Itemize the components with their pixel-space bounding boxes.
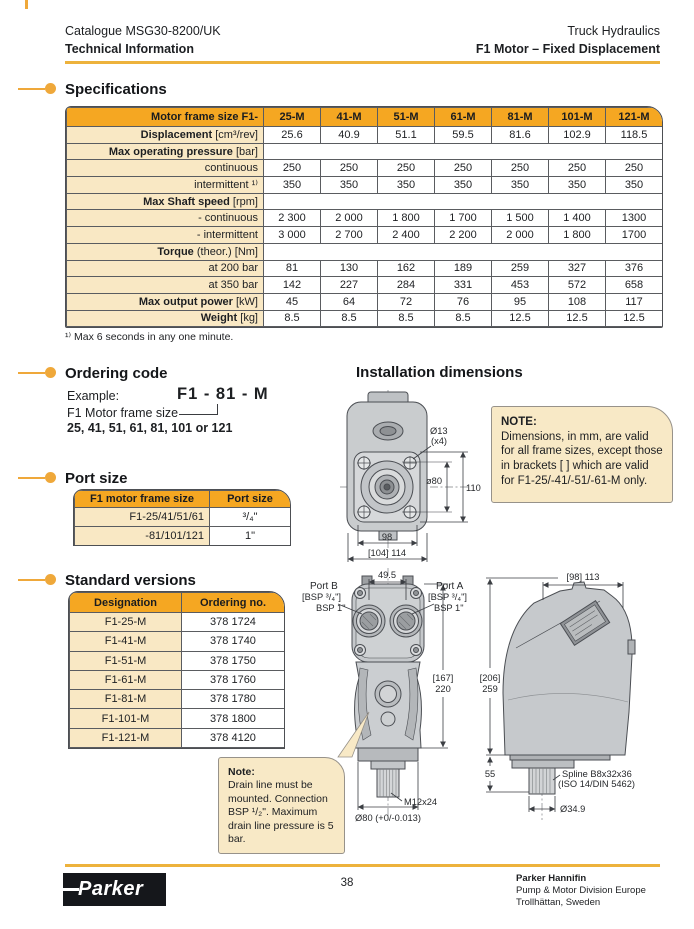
table-row (67, 160, 663, 177)
row-label: at 350 bar (208, 279, 258, 292)
value-cell: 108 (549, 293, 606, 310)
value-cell: 453 (492, 277, 549, 294)
column-header: Ordering no. (182, 593, 285, 613)
table-row (67, 260, 663, 277)
page-title: F1 Motor – Fixed Displacement (475, 41, 660, 56)
dim-shaft-diameter: Ø34.9 (560, 804, 586, 814)
company-division: Pump & Motor Division Europe (516, 884, 646, 896)
value-cell: 51.1 (378, 127, 435, 144)
table-row (70, 670, 285, 689)
ordering-number-cell: 378 1750 (182, 651, 285, 670)
dim-bolt-count: (x4) (431, 436, 448, 446)
ordering-code-heading: Ordering code (65, 365, 168, 382)
note-body: Dimensions, in mm, are valid for all frame sizes, except those in brackets [ ] which are valid for F1-25/-41/-51/-61-M only. (501, 430, 663, 487)
section-spacer-cell (264, 193, 663, 210)
ordering-number-cell: 378 1740 (182, 632, 285, 651)
standard-versions-heading: Standard versions (65, 572, 196, 589)
value-cell: 162 (378, 260, 435, 277)
column-header-label: Motor frame size F1- (67, 108, 264, 127)
section-bullet-icon (45, 574, 56, 585)
dim-side-width: [98] 113 (566, 572, 600, 582)
port-a-bsp34: [BSP ³/₄"] (428, 592, 467, 602)
row-unit: [rpm] (229, 195, 258, 208)
table-footnote: ¹⁾ Max 6 seconds in any one minute. (65, 331, 234, 343)
value-cell: 1 700 (435, 210, 492, 227)
specifications-table (65, 106, 663, 328)
table-row (67, 227, 663, 244)
value-cell: 76 (435, 293, 492, 310)
dim-bolt-circle: Ø13 (430, 426, 448, 436)
table-row (67, 310, 663, 327)
frame-size-cell: -81/101/121 (75, 527, 210, 546)
value-cell: 350 (549, 177, 606, 194)
example-label: Example: (67, 389, 120, 403)
row-label: Max output power (138, 295, 233, 308)
row-label: at 200 bar (208, 262, 258, 275)
value-cell: 1700 (606, 227, 663, 244)
value-cell: 250 (435, 160, 492, 177)
dim-total-height-bracket: [206] (479, 673, 501, 683)
dim-bolt-spacing: 98 (381, 532, 393, 542)
value-cell: 40.9 (321, 127, 378, 144)
row-label: Max operating pressure (108, 145, 233, 158)
row-label: - intermittent (196, 228, 258, 241)
value-cell: 250 (321, 160, 378, 177)
value-cell: 2 000 (492, 227, 549, 244)
value-cell: 12.5 (549, 310, 606, 327)
dim-body-width: [104] 114 (367, 548, 407, 558)
port-a-label: Port A (436, 581, 464, 592)
value-cell: 376 (606, 260, 663, 277)
value-cell: 2 000 (321, 210, 378, 227)
company-name: Parker Hannifin (516, 873, 587, 884)
section-leader-line (18, 477, 45, 479)
value-cell: 64 (321, 293, 378, 310)
table-header-row (67, 108, 663, 127)
value-cell: 1 800 (378, 210, 435, 227)
dim-height-bracket: [167] (432, 673, 454, 683)
value-cell: 259 (492, 260, 549, 277)
pointer-tick (217, 404, 218, 415)
value-cell: 350 (435, 177, 492, 194)
ordering-number-cell: 378 1780 (182, 690, 285, 709)
value-cell: 8.5 (321, 310, 378, 327)
drain-note-box (218, 757, 345, 854)
port-size-cell: ³/₄" (210, 508, 291, 527)
ordering-number-cell: 378 1800 (182, 709, 285, 728)
value-cell: 59.5 (435, 127, 492, 144)
installation-heading: Installation dimensions (356, 364, 523, 381)
value-cell: 45 (264, 293, 321, 310)
designation-cell: F1-121-M (70, 728, 182, 747)
value-cell: 1 500 (492, 210, 549, 227)
note-title: Note: (228, 766, 255, 778)
footer-rule (65, 864, 660, 867)
value-cell: 2 400 (378, 227, 435, 244)
table-row (67, 193, 663, 210)
row-label-cell (67, 127, 264, 144)
pointer-line (179, 414, 218, 415)
spline-spec-line2: (ISO 14/DIN 5462) (558, 779, 635, 789)
table-row (70, 709, 285, 728)
row-label: Max Shaft speed (143, 195, 230, 208)
row-label-cell (67, 293, 264, 310)
table-row (67, 177, 663, 194)
table-header-row (75, 491, 291, 508)
footer-company-block (516, 873, 646, 909)
table-row (67, 210, 663, 227)
row-label-cell (67, 277, 264, 294)
column-header-frame-size: 25-M (264, 108, 321, 127)
table-row (75, 508, 291, 527)
value-cell: 81 (264, 260, 321, 277)
note-title: NOTE: (501, 416, 537, 428)
section-leader-line (18, 88, 45, 90)
designation-cell: F1-25-M (70, 613, 182, 632)
row-label-cell (67, 243, 264, 260)
table-row (75, 527, 291, 546)
table-row (67, 293, 663, 310)
value-cell: 102.9 (549, 127, 606, 144)
value-cell: 2 200 (435, 227, 492, 244)
row-label-cell (67, 260, 264, 277)
dim-height: 220 (435, 684, 451, 694)
value-cell: 227 (321, 277, 378, 294)
section-leader-line (18, 579, 45, 581)
row-label-cell (67, 177, 264, 194)
value-cell: 350 (378, 177, 435, 194)
product-family: Truck Hydraulics (567, 24, 660, 38)
port-a-bsp1: BSP 1" (434, 603, 464, 613)
row-label: Displacement (140, 128, 213, 141)
port-b-bsp34: [BSP ³/₄"] (302, 592, 341, 602)
row-unit: (theor.) [Nm] (193, 245, 258, 258)
value-cell: 189 (435, 260, 492, 277)
row-label: Weight (200, 312, 238, 325)
port-size-heading: Port size (65, 470, 128, 487)
value-cell: 331 (435, 277, 492, 294)
section-bullet-icon (45, 472, 56, 483)
value-cell: 72 (378, 293, 435, 310)
row-label-cell (67, 210, 264, 227)
value-cell: 142 (264, 277, 321, 294)
column-header-frame-size: 101-M (549, 108, 606, 127)
row-label-cell (67, 143, 264, 160)
value-cell: 284 (378, 277, 435, 294)
designation-cell: F1-81-M (70, 690, 182, 709)
table-row (70, 690, 285, 709)
parker-logo-text: Parker (78, 878, 144, 900)
value-cell: 25.6 (264, 127, 321, 144)
row-unit: [cm³/rev] (212, 128, 258, 141)
standard-versions-table (68, 591, 285, 749)
table-row (67, 277, 663, 294)
value-cell: 2 300 (264, 210, 321, 227)
table-row (67, 127, 663, 144)
designation-cell: F1-51-M (70, 651, 182, 670)
dim-total-height: 259 (482, 684, 498, 694)
value-cell: 658 (606, 277, 663, 294)
ordering-number-cell: 378 4120 (182, 728, 285, 747)
table-row (70, 728, 285, 747)
section-leader-line (18, 372, 45, 374)
value-cell: 95 (492, 293, 549, 310)
section-spacer-cell (264, 143, 663, 160)
value-cell: 250 (606, 160, 663, 177)
example-code: F1 - 81 - M (177, 385, 269, 403)
dim-pilot-diameter: ø80 (426, 476, 443, 486)
value-cell: 250 (264, 160, 321, 177)
value-cell: 572 (549, 277, 606, 294)
dimensions-note-box (491, 406, 673, 503)
row-label-cell (67, 193, 264, 210)
value-cell: 1300 (606, 210, 663, 227)
designation-cell: F1-41-M (70, 632, 182, 651)
table-row (67, 143, 663, 160)
column-header-frame-size: 121-M (606, 108, 663, 127)
value-cell: 250 (549, 160, 606, 177)
row-unit: [kW] (232, 295, 258, 308)
row-unit: [kg] (237, 312, 258, 325)
section-bullet-icon (45, 367, 56, 378)
value-cell: 1 400 (549, 210, 606, 227)
column-header-frame-size: 81-M (492, 108, 549, 127)
column-header: F1 motor frame size (75, 491, 210, 508)
section-spacer-cell (264, 243, 663, 260)
row-label-cell (67, 160, 264, 177)
value-cell: 2 700 (321, 227, 378, 244)
ordering-number-cell: 378 1760 (182, 670, 285, 689)
value-cell: 12.5 (606, 310, 663, 327)
row-label: Torque (157, 245, 194, 258)
frame-size-pointer-label: F1 Motor frame size (67, 406, 179, 420)
table-row (70, 632, 285, 651)
port-size-cell: 1" (210, 527, 291, 546)
catalogue-id: Catalogue MSG30-8200/UK (65, 24, 221, 38)
note-body: Drain line must be mounted. Connection BSP ¹/₂". Maximum drain line pressure is 5 bar. (228, 779, 334, 846)
value-cell: 8.5 (435, 310, 492, 327)
column-header-frame-size: 41-M (321, 108, 378, 127)
registration-tick (25, 0, 28, 9)
value-cell: 12.5 (492, 310, 549, 327)
company-location: Trollhättan, Sweden (516, 896, 601, 908)
ordering-number-cell: 378 1724 (182, 613, 285, 632)
dim-port-spacing: 49.5 (377, 570, 397, 580)
table-row (67, 243, 663, 260)
dim-shaft-thread: M12x24 (404, 797, 438, 807)
header-rule (65, 61, 660, 64)
front-view-drawing (340, 390, 470, 552)
value-cell: 350 (264, 177, 321, 194)
page-number: 38 (340, 877, 354, 889)
row-unit: [bar] (232, 145, 258, 158)
table-row (70, 613, 285, 632)
value-cell: 118.5 (606, 127, 663, 144)
header-right (476, 23, 660, 58)
value-cell: 8.5 (264, 310, 321, 327)
table-header-row (70, 593, 285, 613)
port-size-table (73, 489, 291, 546)
column-header-frame-size: 51-M (378, 108, 435, 127)
dim-pilot-tolerance: Ø80 (+0/-0.013) (355, 813, 421, 823)
value-cell: 327 (549, 260, 606, 277)
value-cell: 350 (492, 177, 549, 194)
value-cell: 3 000 (264, 227, 321, 244)
value-cell: 250 (492, 160, 549, 177)
port-b-label: Port B (310, 581, 338, 592)
value-cell: 117 (606, 293, 663, 310)
port-view-drawing (352, 568, 424, 820)
row-label: intermittent ¹⁾ (194, 179, 258, 192)
header-left (65, 23, 221, 58)
row-label: - continuous (198, 212, 258, 225)
spline-spec-line1: Spline B8x32x36 (562, 769, 632, 779)
section-name: Technical Information (65, 41, 194, 56)
column-header: Designation (70, 593, 182, 613)
designation-cell: F1-61-M (70, 670, 182, 689)
value-cell: 350 (606, 177, 663, 194)
designation-cell: F1-101-M (70, 709, 182, 728)
value-cell: 350 (321, 177, 378, 194)
row-label-cell (67, 310, 264, 327)
frame-size-options: 25, 41, 51, 61, 81, 101 or 121 (67, 421, 233, 435)
dim-shaft-length: 55 (484, 769, 496, 779)
column-header-frame-size: 61-M (435, 108, 492, 127)
value-cell: 8.5 (378, 310, 435, 327)
value-cell: 250 (378, 160, 435, 177)
value-cell: 81.6 (492, 127, 549, 144)
table-row (70, 651, 285, 670)
port-b-bsp1: BSP 1" (316, 603, 346, 613)
specifications-heading: Specifications (65, 81, 167, 98)
value-cell: 1 800 (549, 227, 606, 244)
section-bullet-icon (45, 83, 56, 94)
row-label-cell (67, 227, 264, 244)
dim-flange-height: 110 (466, 483, 481, 493)
frame-size-cell: F1-25/41/51/61 (75, 508, 210, 527)
row-label: continuous (204, 162, 258, 175)
value-cell: 130 (321, 260, 378, 277)
column-header: Port size (210, 491, 291, 508)
